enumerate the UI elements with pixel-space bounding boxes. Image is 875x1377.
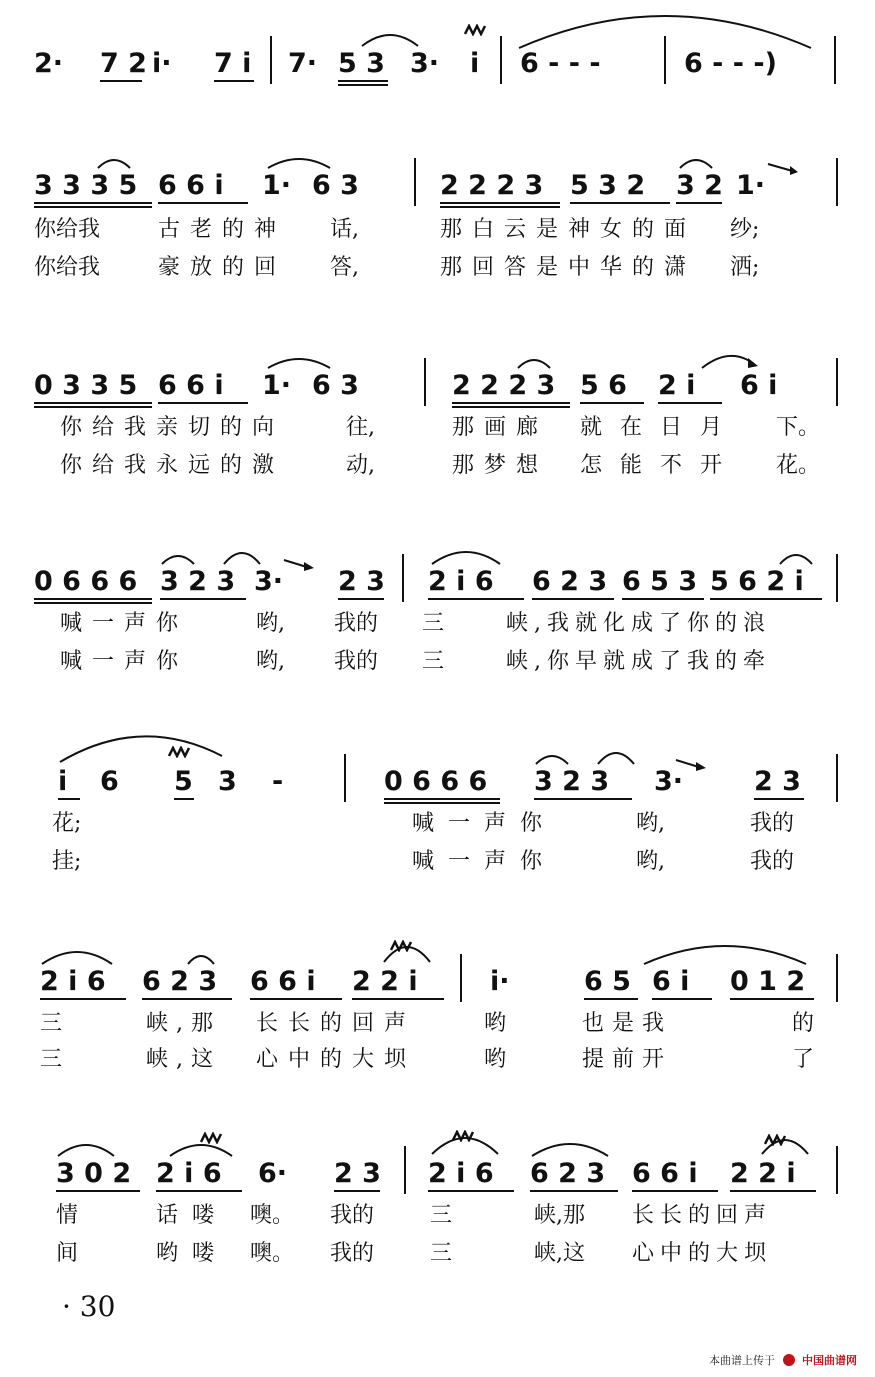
beam <box>58 798 80 800</box>
note: 2 3 <box>754 766 801 797</box>
note: 6 6 i <box>632 1158 698 1189</box>
note: 6 3 <box>312 370 359 401</box>
lyric-word: 了 <box>792 1047 815 1072</box>
lyric-word: 哟, <box>636 849 665 874</box>
lyric-word: 花。 <box>776 453 821 478</box>
lyric-word: 喊一声你 <box>412 811 557 836</box>
lyric-word: 哟 <box>484 1047 507 1072</box>
lyric-word: 你给我 <box>34 217 101 242</box>
note: 6 i <box>740 370 778 401</box>
lyric-word: 洒; <box>730 255 760 280</box>
tie-arc <box>186 950 216 966</box>
beam <box>428 598 524 600</box>
lyric-word: 三 <box>422 649 445 674</box>
note: 6 i <box>652 966 690 997</box>
barline <box>414 158 416 206</box>
beam <box>160 598 246 600</box>
beam <box>440 206 560 208</box>
lyric-word: 话喽 <box>156 1203 229 1228</box>
lyric-word: 怎能不开 <box>580 453 741 478</box>
trill-mark <box>452 1130 478 1142</box>
beam <box>174 798 194 800</box>
lyric-word: 哟 <box>484 1011 507 1036</box>
lyric-word: 那白云是神女的面 <box>440 217 697 242</box>
beam <box>584 998 638 1000</box>
lyric-word: 长长的回声 <box>256 1011 417 1036</box>
note: 0 1 2 <box>730 966 806 997</box>
glide-arrow <box>700 350 760 370</box>
beam <box>710 598 822 600</box>
note: 6 2 3 <box>142 966 218 997</box>
lyric-word: 喊一声你 <box>60 611 189 636</box>
tie-arc <box>678 154 714 170</box>
trill-mark <box>200 1132 226 1144</box>
barline <box>404 1146 406 1194</box>
note: 3 3 3 5 <box>34 170 138 201</box>
beam <box>658 402 722 404</box>
barline <box>836 554 838 602</box>
glide-arrow <box>674 756 710 772</box>
beam <box>100 80 142 82</box>
note: 2 2 i <box>352 966 418 997</box>
lyric-word: 峡,这 <box>534 1241 585 1266</box>
note: 2 i <box>658 370 696 401</box>
page-number: · 30 <box>62 1290 116 1323</box>
lyric-word: 噢。 <box>250 1203 295 1228</box>
lyric-word: 纱; <box>730 217 760 242</box>
beam <box>676 202 722 204</box>
note: 3 2 <box>676 170 723 201</box>
lyric-word: 豪放的回 <box>158 255 287 280</box>
note: 3· <box>254 566 284 597</box>
tie-arc <box>530 1138 610 1158</box>
lyric-word: 三 <box>430 1241 453 1266</box>
lyric-word: 答, <box>330 255 359 280</box>
note: i· <box>490 966 510 997</box>
note: 3 2 3 <box>160 566 236 597</box>
lyric-word: 情 <box>56 1203 79 1228</box>
barline <box>836 358 838 406</box>
note: - <box>272 766 284 797</box>
beam <box>40 998 126 1000</box>
beam <box>34 602 152 604</box>
lyric-word: 三 <box>40 1011 63 1036</box>
lyric-word: 我的 <box>334 611 379 636</box>
note: 2 i 6 <box>156 1158 222 1189</box>
tie-arc <box>430 546 502 566</box>
note: 3· <box>410 48 440 79</box>
glide-arrow <box>766 160 802 176</box>
beam <box>570 202 670 204</box>
lyric-word: 提前开 <box>582 1047 673 1072</box>
lyric-word: 花; <box>52 811 82 836</box>
note: 5 6 <box>580 370 627 401</box>
tie-arc <box>96 154 132 170</box>
note: 2 2 2 3 <box>440 170 544 201</box>
lyric-word: 你给我亲切的向 <box>60 415 285 440</box>
note: 6 2 3 <box>530 1158 606 1189</box>
barline <box>500 36 502 84</box>
note: 6 6 i <box>158 370 224 401</box>
beam <box>534 798 632 800</box>
tie-arc <box>266 154 332 170</box>
lyric-word: 哟喽 <box>156 1241 229 1266</box>
lyric-word: 我的 <box>334 649 379 674</box>
note: 2 2 2 3 <box>452 370 556 401</box>
site-logo-icon <box>783 1354 795 1366</box>
lyric-word: 三 <box>40 1047 63 1072</box>
note: 1· <box>262 370 292 401</box>
note: 3 <box>218 766 237 797</box>
tie-arc <box>778 548 814 566</box>
lyric-word: 就在日月 <box>580 415 741 440</box>
note: 1· <box>736 170 766 201</box>
barline <box>834 36 836 84</box>
lyric-word: 你给我 <box>34 255 101 280</box>
note: 1· <box>262 170 292 201</box>
trill-mark <box>390 940 416 952</box>
barline <box>270 36 272 84</box>
lyric-word: 古老的神 <box>158 217 287 242</box>
note: 2 3 <box>338 566 385 597</box>
site-name: 中国曲谱网 <box>802 1354 857 1367</box>
lyric-word: 峡,你早就成了我的牵 <box>506 649 771 674</box>
note: 6· <box>258 1158 288 1189</box>
beam <box>338 598 384 600</box>
tie-arc <box>266 354 332 370</box>
note: 3· <box>654 766 684 797</box>
note: 5 3 2 <box>570 170 646 201</box>
lyric-word: 三 <box>430 1203 453 1228</box>
lyric-word: 我的 <box>750 849 795 874</box>
tie-arc <box>360 28 420 48</box>
beam <box>452 406 570 408</box>
lyric-word: 动, <box>346 453 375 478</box>
lyric-word: 喊一声你 <box>412 849 557 874</box>
note: 7 2 <box>100 48 147 79</box>
note: 6 6 i <box>250 966 316 997</box>
trill-mark <box>168 746 194 758</box>
tie-arc <box>222 546 262 566</box>
lyric-word: 峡,那 <box>146 1011 221 1036</box>
lyric-word: 的 <box>792 1011 815 1036</box>
beam <box>622 598 704 600</box>
beam <box>580 402 644 404</box>
beam <box>156 1190 242 1192</box>
notation-line <box>0 1160 875 1200</box>
beam <box>440 202 560 204</box>
beam <box>214 80 254 82</box>
lyric-word: 那回答是中华的潇 <box>440 255 697 280</box>
beam <box>428 1190 514 1192</box>
beam <box>34 202 152 204</box>
barline <box>460 954 462 1002</box>
beam <box>530 1190 618 1192</box>
note: 3 2 3 <box>534 766 610 797</box>
tie-arc <box>516 354 552 370</box>
note: 2 i 6 <box>40 966 106 997</box>
lyric-word: 哟, <box>256 611 285 636</box>
beam <box>730 1190 816 1192</box>
note: 6 - - - <box>520 48 601 79</box>
trill-mark <box>464 24 490 36</box>
note: i <box>470 48 480 79</box>
beam <box>142 998 232 1000</box>
lyric-word: 喊一声你 <box>60 649 189 674</box>
beam <box>338 84 388 86</box>
lyric-word: 话, <box>330 217 359 242</box>
tie-arc <box>56 1138 116 1158</box>
beam <box>754 798 804 800</box>
upload-credit <box>709 1352 857 1368</box>
lyric-word: 哟, <box>636 811 665 836</box>
note: 2 i 6 <box>428 566 494 597</box>
glide-arrow <box>282 556 318 572</box>
note: 7 i <box>214 48 252 79</box>
beam <box>532 598 614 600</box>
note: 6 2 3 <box>532 566 608 597</box>
lyric-word: 心中的大坝 <box>632 1241 773 1266</box>
note: 5 3 <box>338 48 385 79</box>
lyric-word: 间 <box>56 1241 79 1266</box>
note: 5 6 2 i <box>710 566 804 597</box>
note: 6 - - -) <box>684 48 777 79</box>
note: 6 3 <box>312 170 359 201</box>
note: 6 5 3 <box>622 566 698 597</box>
grace-slur <box>56 730 226 764</box>
upload-note: 本曲谱上传于 <box>709 1354 775 1367</box>
beam <box>352 998 444 1000</box>
beam <box>338 80 388 82</box>
note: 2 i 6 <box>428 1158 494 1189</box>
note: 2 3 <box>334 1158 381 1189</box>
phrase-slur <box>515 10 815 50</box>
beam <box>158 202 248 204</box>
beam <box>34 406 152 408</box>
beam <box>632 1190 718 1192</box>
lyric-word: 你给我永远的激 <box>60 453 285 478</box>
note: 6 <box>100 766 119 797</box>
notation-line <box>0 968 875 1008</box>
lyric-word: 三 <box>422 611 445 636</box>
lyric-word: 我的 <box>750 811 795 836</box>
barline <box>836 954 838 1002</box>
note: 3 0 2 <box>56 1158 132 1189</box>
barline <box>402 554 404 602</box>
beam <box>250 998 342 1000</box>
note: 5 <box>174 766 193 797</box>
lyric-word: 噢。 <box>250 1241 295 1266</box>
lyric-word: 心中的大坝 <box>256 1047 417 1072</box>
note: 2 2 i <box>730 1158 796 1189</box>
note: 0 6 6 6 <box>34 566 138 597</box>
beam <box>652 998 712 1000</box>
beam <box>34 598 152 600</box>
tie-arc <box>534 750 570 766</box>
tie-arc <box>160 550 196 566</box>
barline <box>836 158 838 206</box>
beam <box>730 998 814 1000</box>
phrase-slur <box>640 942 810 966</box>
lyric-word: 我的 <box>330 1203 375 1228</box>
beam <box>384 802 500 804</box>
lyric-word: 峡,我就化成了你的浪 <box>506 611 771 636</box>
lyric-word: 也是我 <box>582 1011 673 1036</box>
trill-mark <box>764 1134 790 1146</box>
tie-arc <box>596 746 636 766</box>
note: 6 5 <box>584 966 631 997</box>
barline <box>424 358 426 406</box>
note: 0 3 3 5 <box>34 370 138 401</box>
beam <box>334 1190 380 1192</box>
lyric-word: 峡,那 <box>534 1203 585 1228</box>
lyric-word: 那画廊 <box>452 415 549 440</box>
note: i· <box>152 48 172 79</box>
lyric-word: 我的 <box>330 1241 375 1266</box>
note: 7· <box>288 48 318 79</box>
notation-line <box>0 50 875 90</box>
beam <box>452 402 570 404</box>
beam <box>34 402 152 404</box>
barline <box>836 754 838 802</box>
lyric-word: 往, <box>346 415 375 440</box>
lyric-word: 峡,这 <box>146 1047 221 1072</box>
note: 0 6 6 6 <box>384 766 488 797</box>
beam <box>384 798 500 800</box>
beam <box>34 206 152 208</box>
lyric-word: 哟, <box>256 649 285 674</box>
barline <box>836 1146 838 1194</box>
lyric-word: 挂; <box>52 849 82 874</box>
barline <box>344 754 346 802</box>
lyric-word: 长长的回声 <box>632 1203 773 1228</box>
tie-arc <box>40 946 114 966</box>
note: 2· <box>34 48 64 79</box>
lyric-word: 那梦想 <box>452 453 549 478</box>
beam <box>158 402 248 404</box>
note: i <box>58 766 68 797</box>
lyric-word: 下。 <box>776 415 821 440</box>
beam <box>56 1190 140 1192</box>
note: 6 6 i <box>158 170 224 201</box>
